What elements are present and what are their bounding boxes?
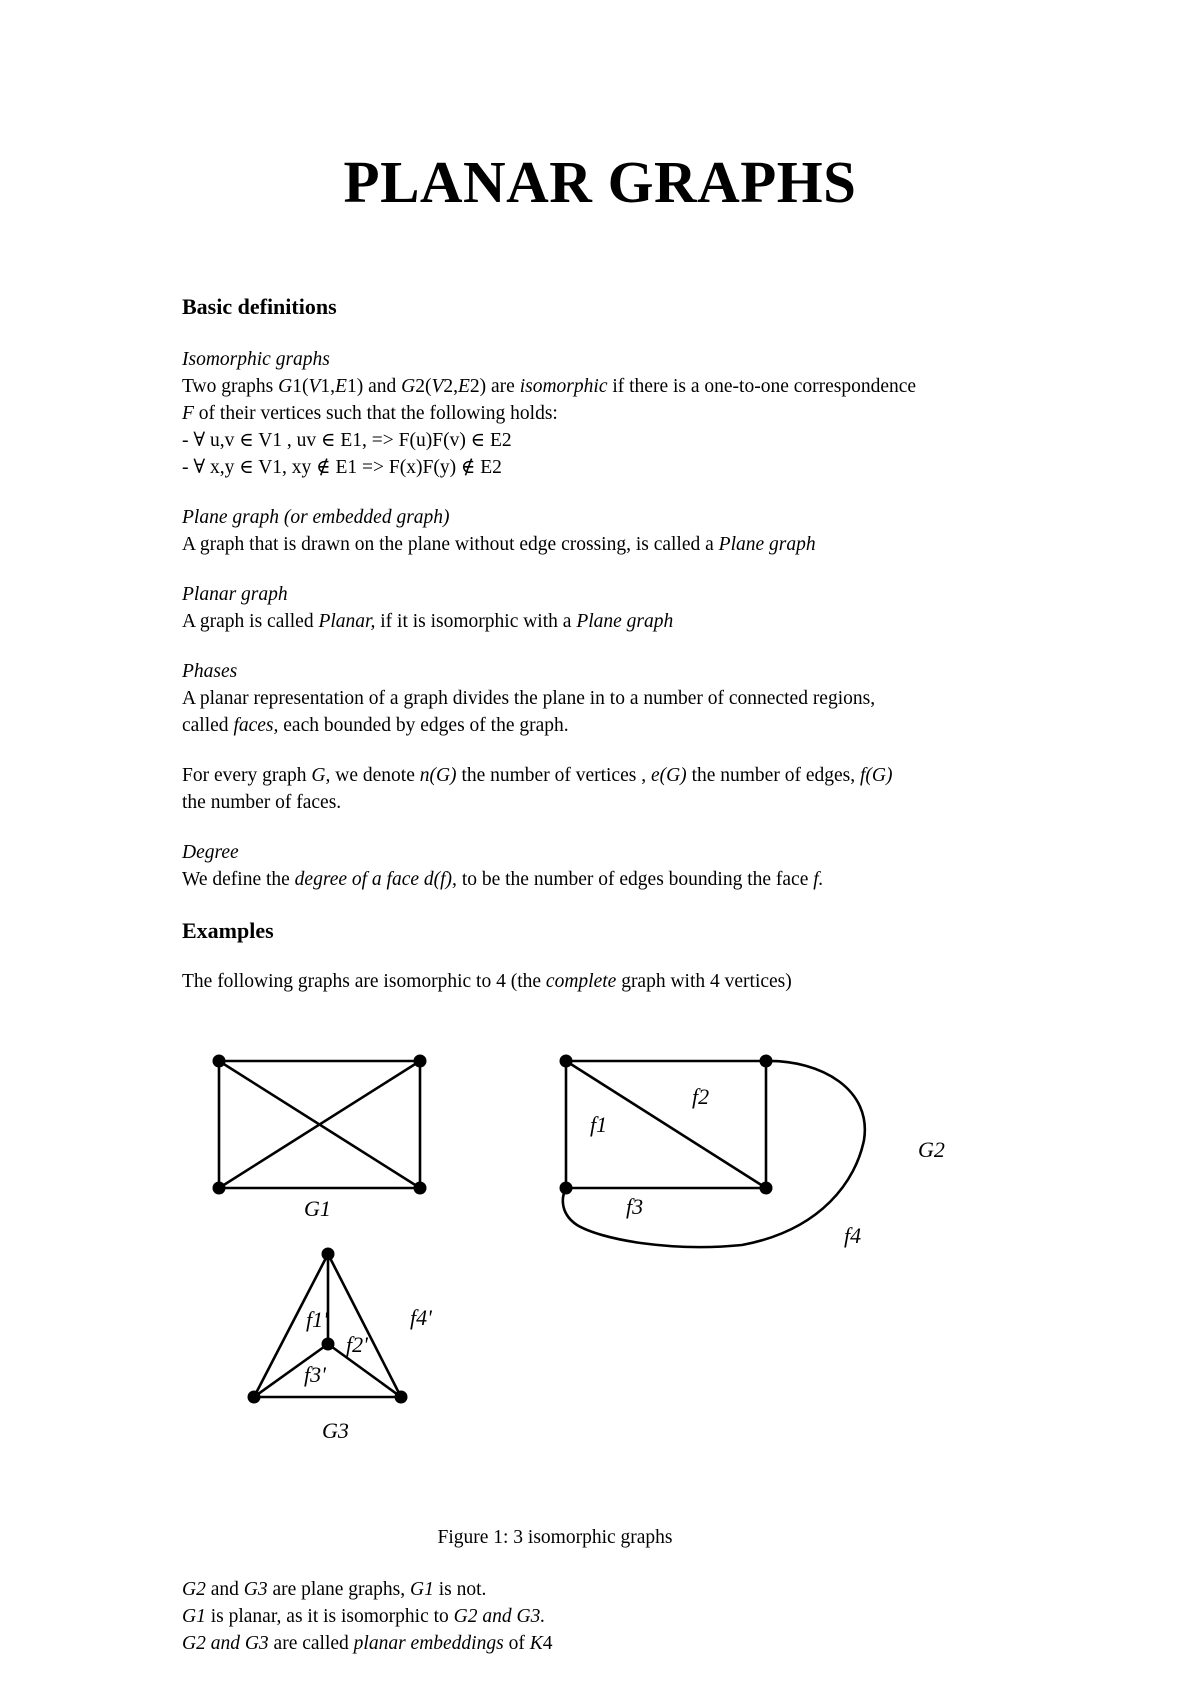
text: if it is isomorphic with a	[375, 611, 577, 632]
text: For every graph	[182, 765, 312, 786]
text: if there is a one-to-one correspondence	[607, 376, 917, 397]
vertex	[760, 1055, 773, 1068]
notation-paragraph	[182, 762, 1082, 816]
math: G1	[410, 1579, 434, 1600]
term-plane-graph: Plane graph (or embedded graph)	[182, 507, 450, 528]
math: V	[431, 376, 444, 397]
math: G	[278, 376, 293, 397]
notation-line-1	[182, 762, 1082, 789]
text: 1(	[292, 376, 309, 397]
math: G2 and G3	[182, 1633, 269, 1654]
math: G	[401, 376, 416, 397]
definition-isomorphic	[182, 346, 1082, 481]
math: e(G)	[650, 765, 687, 786]
vertex	[760, 1182, 773, 1195]
term-degree: Degree	[182, 842, 239, 863]
label-face-f3: f3	[626, 1194, 644, 1219]
definition-planar-graph	[182, 581, 1082, 635]
definition-degree	[182, 839, 1082, 893]
label-g2: G2	[918, 1137, 945, 1162]
label-face-f2: f2	[692, 1084, 710, 1109]
notation-line-2: the number of faces.	[182, 792, 342, 813]
label-g3: G3	[322, 1418, 349, 1443]
planar-graph-text	[182, 608, 1082, 635]
text: and	[363, 376, 402, 397]
figure-graphs	[182, 1030, 1022, 1450]
text: and	[205, 1579, 244, 1600]
main-content	[182, 292, 1082, 995]
isomorphic-rule-2: - ∀ x,y ∈ V1, xy ∉ E1 => F(x)F(y) ∉ E2	[182, 457, 502, 478]
term-isomorphic: Isomorphic graphs	[182, 349, 330, 370]
emphasis: planar embeddings	[353, 1633, 504, 1654]
emphasis: Plane graph	[718, 534, 816, 555]
text: is not.	[433, 1579, 487, 1600]
section-heading-examples: Examples	[182, 918, 274, 943]
label-face-f1: f1	[590, 1112, 608, 1137]
text: of their vertices such that the following holds:	[193, 403, 558, 424]
text: 1,	[320, 376, 336, 397]
math: F	[182, 403, 194, 424]
math: n(G)	[419, 765, 457, 786]
vertex	[213, 1055, 226, 1068]
conclusion-paragraph	[182, 1576, 552, 1657]
examples-intro	[182, 968, 1082, 995]
conclusion-line-2	[182, 1603, 552, 1630]
section-heading-basic: Basic definitions	[182, 294, 337, 319]
text: A graph is called	[182, 611, 319, 632]
text: the number of vertices ,	[456, 765, 651, 786]
edge	[328, 1254, 401, 1397]
text: of	[503, 1633, 530, 1654]
text: A graph that is drawn on the plane without edge crossing, is called a	[182, 534, 719, 555]
definition-plane-graph	[182, 504, 1082, 558]
term-planar-graph: Planar graph	[182, 584, 288, 605]
term-phases: Phases	[182, 661, 238, 682]
graphs-diagram	[182, 1030, 1022, 1450]
phases-line-1: A planar representation of a graph divides the plane in to a number of connected regions,	[182, 688, 876, 709]
math: K	[529, 1633, 543, 1654]
label-face-f4: f4	[844, 1223, 862, 1248]
math: G,	[311, 765, 331, 786]
text: are called	[268, 1633, 354, 1654]
conclusion-line-1	[182, 1576, 552, 1603]
math: V	[308, 376, 321, 397]
isomorphic-line-2	[182, 400, 1082, 427]
math: G1	[182, 1606, 206, 1627]
page-title: PLANAR GRAPHS	[343, 149, 857, 215]
text: to be the number of edges bounding the face	[456, 869, 814, 890]
vertex	[414, 1055, 427, 1068]
text: called	[182, 715, 234, 736]
text: are plane graphs,	[267, 1579, 410, 1600]
conclusion-line-3	[182, 1630, 552, 1657]
label-face-f3-prime: f3'	[304, 1362, 326, 1387]
text: are	[486, 376, 520, 397]
text: graph with 4 vertices)	[616, 971, 792, 992]
text: 4	[542, 1633, 553, 1654]
text: 2)	[469, 376, 487, 397]
vertex	[560, 1055, 573, 1068]
vertex	[414, 1182, 427, 1195]
vertex	[560, 1182, 573, 1195]
text: is planar, as it is isomorphic to	[205, 1606, 454, 1627]
text: each bounded by edges of the graph.	[278, 715, 569, 736]
label-face-f1-prime: f1'	[306, 1307, 328, 1332]
math: f.	[813, 869, 824, 890]
text: We define the	[182, 869, 295, 890]
vertex	[248, 1391, 261, 1404]
math: G3	[243, 1579, 268, 1600]
text: 2,	[443, 376, 458, 397]
degree-text	[182, 866, 1082, 893]
emphasis: Planar,	[318, 611, 376, 632]
figure-caption: Figure 1: 3 isomorphic graphs	[437, 1527, 673, 1548]
text: Two graphs	[182, 376, 279, 397]
text: the number of edges,	[686, 765, 860, 786]
vertex	[322, 1338, 335, 1351]
emphasis: complete	[545, 971, 617, 992]
label-face-f4-prime: f4'	[410, 1305, 432, 1330]
phases-line-2	[182, 712, 1082, 739]
definition-phases	[182, 658, 1082, 739]
vertex	[395, 1391, 408, 1404]
emphasis: faces,	[233, 715, 279, 736]
math: E	[335, 376, 347, 397]
vertex	[322, 1248, 335, 1261]
emphasis: Plane graph	[576, 611, 674, 632]
math: f(G)	[859, 765, 893, 786]
math: E	[457, 376, 470, 397]
isomorphic-line-1	[182, 373, 1082, 400]
plane-graph-text	[182, 531, 1082, 558]
text: 1)	[346, 376, 364, 397]
vertex	[213, 1182, 226, 1195]
graph-g2	[563, 1061, 865, 1247]
text: The following graphs are isomorphic to 4 (the	[182, 971, 546, 992]
math: G2	[182, 1579, 206, 1600]
graph-g1	[219, 1061, 420, 1188]
label-g1: G1	[304, 1196, 331, 1221]
emphasis: isomorphic	[519, 376, 608, 397]
emphasis: degree of a face d(f),	[294, 869, 457, 890]
label-face-f2-prime: f2'	[346, 1332, 368, 1357]
text: we denote	[330, 765, 420, 786]
isomorphic-rule-1: - ∀ u,v ∈ V1 , uv ∈ E1, => F(u)F(v) ∈ E2	[182, 430, 512, 451]
text: 2(	[415, 376, 432, 397]
math: G2 and G3.	[453, 1606, 546, 1627]
